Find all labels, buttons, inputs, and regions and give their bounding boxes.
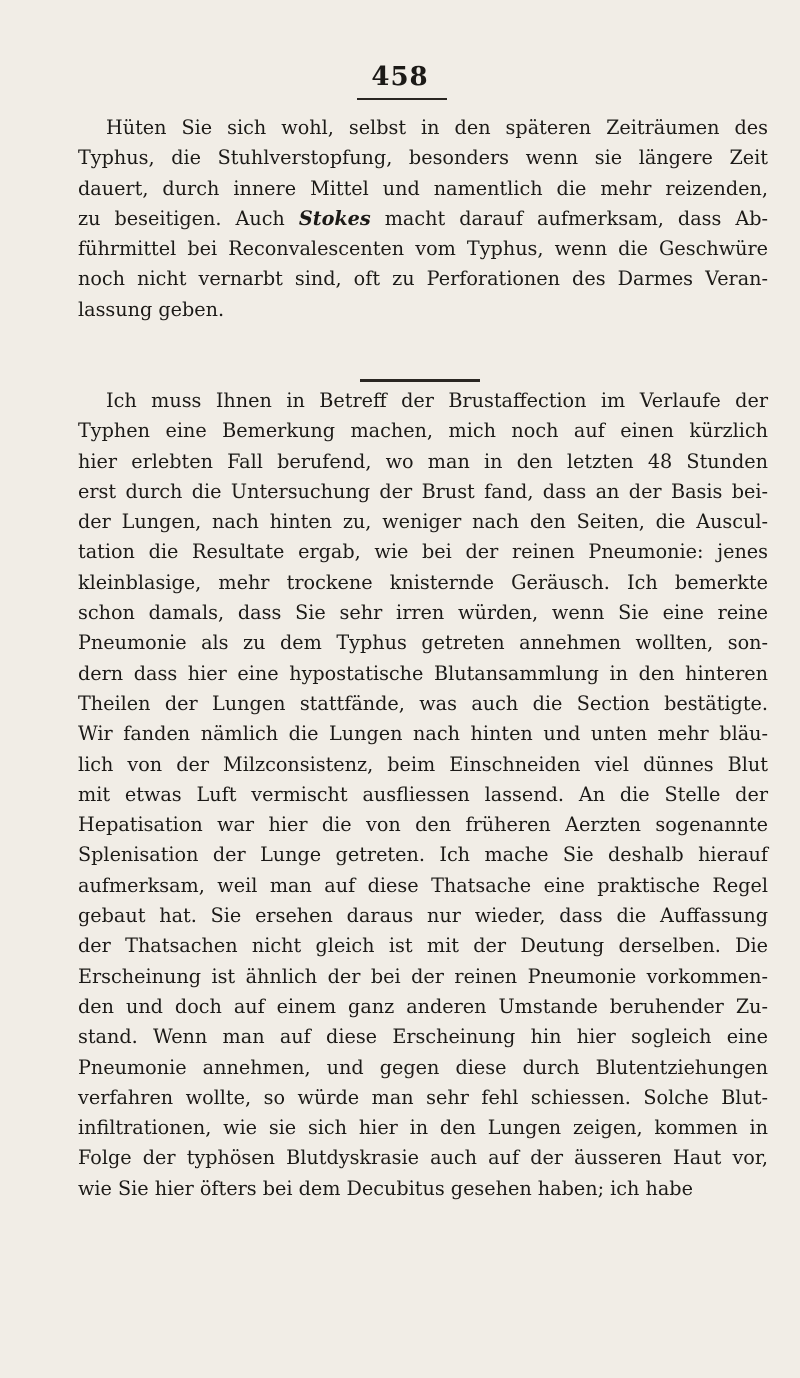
- text-line: führmittel bei Reconvalescenten vom Typhus, wenn die Geschwüre: [78, 237, 768, 261]
- text-line: Splenisation der Lunge getreten. Ich mache Sie deshalb hierauf: [78, 843, 768, 867]
- text-line: schon damals, dass Sie sehr irren würden, wenn Sie eine reine: [78, 601, 768, 625]
- page-number: 458: [371, 62, 429, 92]
- text-line: Folge der typhösen Blutdyskrasie auch auf der äusseren Haut vor,: [78, 1146, 768, 1170]
- text-line: erst durch die Untersuchung der Brust fand, dass an der Basis bei-: [78, 479, 768, 503]
- text-line: hier erlebten Fall berufend, wo man in den letzten 48 Stunden: [78, 449, 768, 473]
- text-line: Wir fanden nämlich die Lungen nach hinten und unten mehr bläu-: [78, 722, 768, 746]
- text-line: Pneumonie annehmen, und gegen diese durch Blutentziehungen: [78, 1055, 768, 1079]
- text-line: lich von der Milzconsistenz, beim Einschneiden viel dünnes Blut: [78, 752, 768, 776]
- text-line: Erscheinung ist ähnlich der bei der reinen Pneumonie vorkommen-: [78, 964, 768, 988]
- text-line: wie Sie hier öfters bei dem Decubitus gesehen haben; ich habe: [78, 1176, 693, 1200]
- text-line: tation die Resultate ergab, wie bei der reinen Pneumonie: jenes: [78, 540, 768, 564]
- text-line: dern dass hier eine hypostatische Blutansammlung in den hinteren: [78, 661, 768, 685]
- text-line: Hepatisation war hier die von den früheren Aerzten sogenannte: [78, 813, 768, 837]
- paragraph-stuhlverstopfung: [78, 113, 768, 325]
- text-line: dauert, durch innere Mittel und namentlich die mehr reizenden,: [78, 176, 768, 200]
- cited-author-name: Stokes: [298, 206, 371, 230]
- page-number-underline: [357, 98, 447, 100]
- text-line: aufmerksam, weil man auf diese Thatsache eine praktische Regel: [78, 873, 768, 897]
- text-line: mit etwas Luft vermischt ausfliessen lassend. An die Stelle der: [78, 782, 768, 806]
- section-divider: [360, 379, 480, 382]
- text-line: infiltrationen, wie sie sich hier in den Lungen zeigen, kommen in: [78, 1116, 768, 1140]
- text-fragment: zu beseitigen. Auch: [78, 206, 299, 230]
- text-line: Ich muss Ihnen in Betreff der Brustaffection im Verlaufe der: [106, 389, 768, 412]
- text-line: der Lungen, nach hinten zu, weniger nach den Seiten, die Auscul-: [78, 510, 768, 534]
- text-line: Hüten Sie sich wohl, selbst in den späteren Zeiträumen des: [106, 116, 768, 139]
- text-line: verfahren wollte, so würde man sehr fehl schiessen. Solche Blut-: [78, 1085, 768, 1109]
- text-line: den und doch auf einem ganz anderen Umstande beruhender Zu-: [78, 994, 768, 1018]
- text-line: Theilen der Lungen stattfände, was auch die Section bestätigte.: [78, 691, 768, 715]
- text-line: kleinblasige, mehr trockene knisternde Geräusch. Ich bemerkte: [78, 570, 768, 594]
- text-line: der Thatsachen nicht gleich ist mit der Deutung derselben. Die: [78, 934, 768, 958]
- text-line-with-citation: [78, 204, 768, 234]
- text-line: Typhus, die Stuhlverstopfung, besonders wenn sie längere Zeit: [78, 146, 768, 170]
- text-line: noch nicht vernarbt sind, oft zu Perforationen des Darmes Veran-: [78, 267, 768, 291]
- paragraph-brustaffection: [78, 386, 768, 1204]
- text-fragment: macht darauf aufmerksam, dass Ab-: [370, 206, 768, 230]
- text-line: Typhen eine Bemerkung machen, mich noch auf einen kürzlich: [78, 419, 768, 443]
- text-line: stand. Wenn man auf diese Erscheinung hin hier sogleich eine: [78, 1025, 768, 1049]
- text-line: lassung geben.: [78, 297, 225, 321]
- text-line: gebaut hat. Sie ersehen daraus nur wieder, dass die Auffassung: [78, 904, 768, 928]
- text-line: Pneumonie als zu dem Typhus getreten annehmen wollten, son-: [78, 631, 768, 655]
